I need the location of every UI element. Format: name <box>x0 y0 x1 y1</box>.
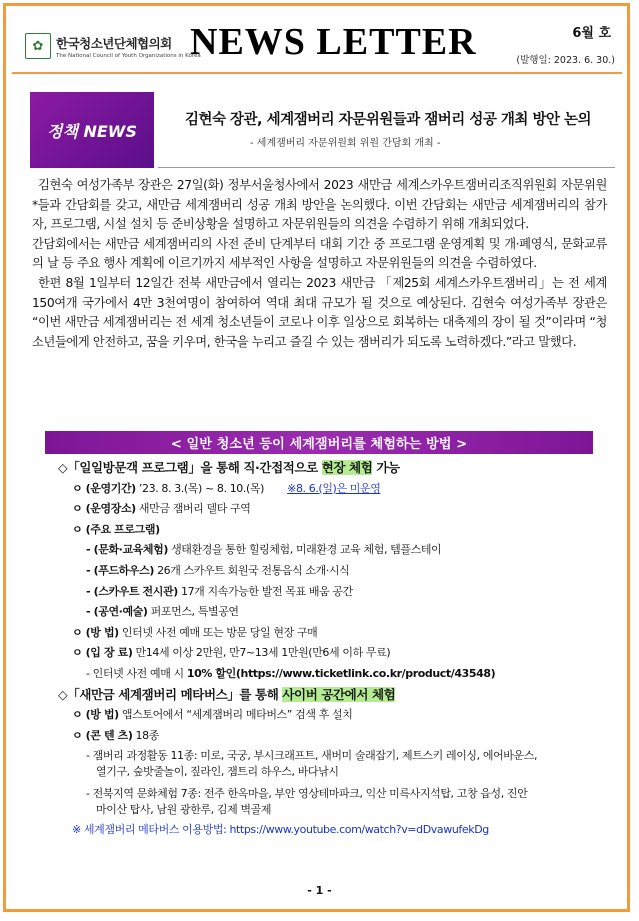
org-name-ko: 한국청소년단체협의회 <box>56 35 172 51</box>
info-box-title: < 일반 청소년 등이 세계잼버리를 체험하는 방법 > <box>45 431 593 454</box>
fee-row: ㅇ (입 장 료) 만14세 이상 2만원, 만7~13세 1만원(만6세 이하 무료) <box>72 646 391 660</box>
program-item: - (문화·교육체험) 생태환경을 통한 힐링체험, 미래환경 교육 체험, 템플스테이 <box>86 543 442 557</box>
metaverse-item: 열기구, 숲밧줄놀이, 짚라인, 잼트리 하우스, 바다낚시 <box>96 765 339 779</box>
metaverse-method-row: ㅇ (방 법) 앱스토어에서 “세계잼버리 메타버스” 검색 후 설치 <box>72 708 353 722</box>
period-note-link[interactable]: ※8. 6.(일)은 미운영 <box>287 481 381 495</box>
venue-row: ㅇ (운영장소) 새만금 잼버리 델타 구역 <box>72 502 251 516</box>
metaverse-item: - 전북지역 문화체험 7종: 전주 한옥마을, 부안 영상테마파크, 익산 미륵사지석탑, 고창 읍성, 진안 <box>86 787 528 801</box>
metaverse-youtube-link[interactable]: ※ 세계잼버리 메타버스 이용방법: https://www.youtube.com/watch?v=dDvawufekDg <box>72 823 489 837</box>
ticket-link[interactable]: 10% 할인(https://www.ticketlink.co.kr/product/43548) <box>186 666 496 680</box>
program-item: - (공연·예술) 퍼포먼스, 특별공연 <box>86 605 239 619</box>
org-name-en: The National Council of Youth Organizations in Korea <box>56 52 201 59</box>
method-row: ㅇ (방 법) 인터넷 사전 예매 또는 방문 당일 현장 구매 <box>72 625 318 639</box>
metaverse-item: 마이산 탑사, 남원 광한루, 김제 벽골제 <box>96 803 272 817</box>
period-row: ㅇ (운영기간) ’23. 8. 3.(목) ~ 8. 10.(목) ※8. 6.(일)은 미운영 <box>72 481 381 495</box>
issue-label: 6월 호 <box>572 26 611 41</box>
org-emblem-icon: ✿ <box>25 33 51 59</box>
metaverse-heading: ◇「새만금 세계잼버리 메타버스」를 통해 사이버 공간에서 체험 <box>58 686 396 702</box>
paragraph: 한편 8월 1일부터 12일간 전북 새만금에서 열리는 2023 새만금 「제25회 세계스카우트잼버리」는 전 세계 150여개 국가에서 4만 3천여명이 참여하여 역대 최대 규모가 될 것으로 예상된다. 김현숙 여성가족부 장관은 “이번 새만금 세계잼버리는 전 세계 청소년들이 코로나 이후 일상으로 회복하는 대축제의 장이 될 것”이라며 “청소년들에게 안전하고, 꿈을 키우며, 한국을 누리고 즐길 수 있는 잼버리가 되도록 노력하겠다.”라고 말했다. <box>32 275 607 349</box>
paragraph: 김현숙 여성가족부 장관은 27일(화) 정부서울청사에서 2023 새만금 세계스카우트잼버리조직위원회 자문위원*들과 간담회를 갖고, 새만금 세계잼버리 성공 개최 방안을 논의했다. 이번 간담회는 새만금 세계잼버리의 참가자, 프로그램, 시설 설치 등 준비상황을 설명하고 자문위원들의 의견을 수렴하기 위해 개최되었다. <box>32 178 607 232</box>
discount-row: - 인터넷 사전 예매 시 10% 할인(https://www.ticketlink.co.kr/product/43548) <box>86 666 496 680</box>
info-box-list <box>58 458 618 841</box>
article-body <box>32 176 607 352</box>
day-visit-heading: ◇「일일방문객 프로그램」을 통해 직·간접적으로 현장 체험 가능 <box>58 460 400 475</box>
programs-row: ㅇ (주요 프로그램) <box>72 522 160 536</box>
metaverse-item: - 잼버리 과정활동 11종: 미로, 국궁, 부시크래프트, 새버미 술래잡기, 제트스키 레이싱, 에어바운스, <box>86 749 538 763</box>
header-divider <box>12 72 622 74</box>
program-item: - (푸드하우스) 26개 스카우트 회원국 전통음식 소개·시식 <box>86 563 350 577</box>
publish-date: (발행일: 2023. 6. 30.) <box>516 55 615 66</box>
headline-rule <box>158 167 615 168</box>
program-item: - (스카우트 전시관) 17개 지속가능한 발전 목표 배움 공간 <box>86 584 353 598</box>
article-subhead: - 세계잼버리 자문위원회 위원 간담회 개최 - <box>250 138 441 149</box>
org-logo <box>25 33 201 59</box>
article-headline: 김현숙 장관, 세계잼버리 자문위원들과 잼버리 성공 개최 방안 논의 <box>184 112 592 128</box>
metaverse-contents-row: ㅇ (콘 텐 츠) 18종 <box>72 728 159 742</box>
paragraph: 간담회에서는 새만금 세계잼버리의 사전 준비 단계부터 대회 기간 중 프로그램 운영계획 및 개·폐영식, 문화교류의 날 등 주요 행사 계획에 이르기까지 세부적인 사항을 설명하고 자문위원들의 의견을 수렴하였다. <box>32 236 607 271</box>
page-number: - 1 - <box>307 884 332 897</box>
newsletter-title: NEWS LETTER <box>190 21 477 63</box>
section-badge: 정책 NEWS <box>30 92 154 168</box>
